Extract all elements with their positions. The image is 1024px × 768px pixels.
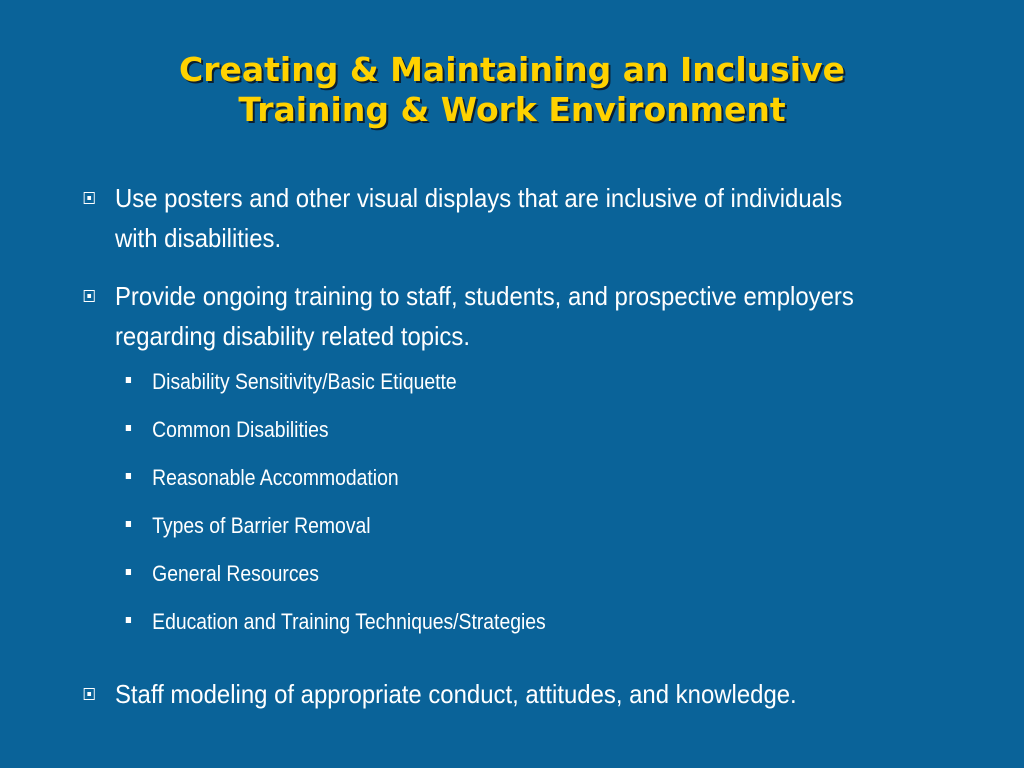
sub-bullet-text: Reasonable Accommodation: [152, 465, 399, 490]
sub-bullet-item: [80, 416, 856, 464]
square-bullet-icon: [126, 521, 131, 527]
slide-title: [40, 50, 984, 130]
boxed-square-bullet-icon: [84, 192, 95, 204]
bullet-text: Staff modeling of appropriate conduct, attitudes, and knowledge.: [114, 679, 797, 709]
square-bullet-icon: [126, 377, 131, 383]
sub-bullet-text: Common Disabilities: [152, 417, 329, 442]
sub-bullet-item: [80, 608, 856, 656]
bullet-item: [80, 674, 879, 714]
sub-bullet-list: [80, 368, 980, 656]
sub-bullet-text: Types of Barrier Removal: [152, 513, 371, 538]
bullet-text: Provide ongoing training to staff, students, and prospective employers regarding disability related topics.: [114, 281, 854, 351]
square-bullet-icon: [126, 617, 131, 623]
sub-bullet-item: [80, 560, 856, 608]
square-bullet-icon: [126, 425, 131, 431]
sub-bullet-text: Education and Training Techniques/Strategies: [152, 609, 546, 634]
sub-bullet-text: Disability Sensitivity/Basic Etiquette: [152, 369, 457, 394]
boxed-square-bullet-icon: [84, 688, 95, 700]
sub-bullet-text: General Resources: [152, 561, 319, 586]
bullet-list: [80, 178, 980, 714]
slide-title-line-2: Training & Work Environment: [238, 90, 786, 129]
boxed-square-bullet-icon: [84, 290, 95, 302]
bullet-text: Use posters and other visual displays that are inclusive of individuals with disabilities.: [114, 183, 843, 253]
sub-bullet-item: [80, 368, 856, 416]
bullet-item: [80, 178, 879, 258]
square-bullet-icon: [126, 473, 131, 479]
square-bullet-icon: [126, 569, 131, 575]
bullet-item: [80, 276, 879, 356]
slide-title-line-1: Creating & Maintaining an Inclusive: [178, 50, 845, 89]
sub-bullet-item: [80, 512, 856, 560]
sub-bullet-item: [80, 464, 856, 512]
